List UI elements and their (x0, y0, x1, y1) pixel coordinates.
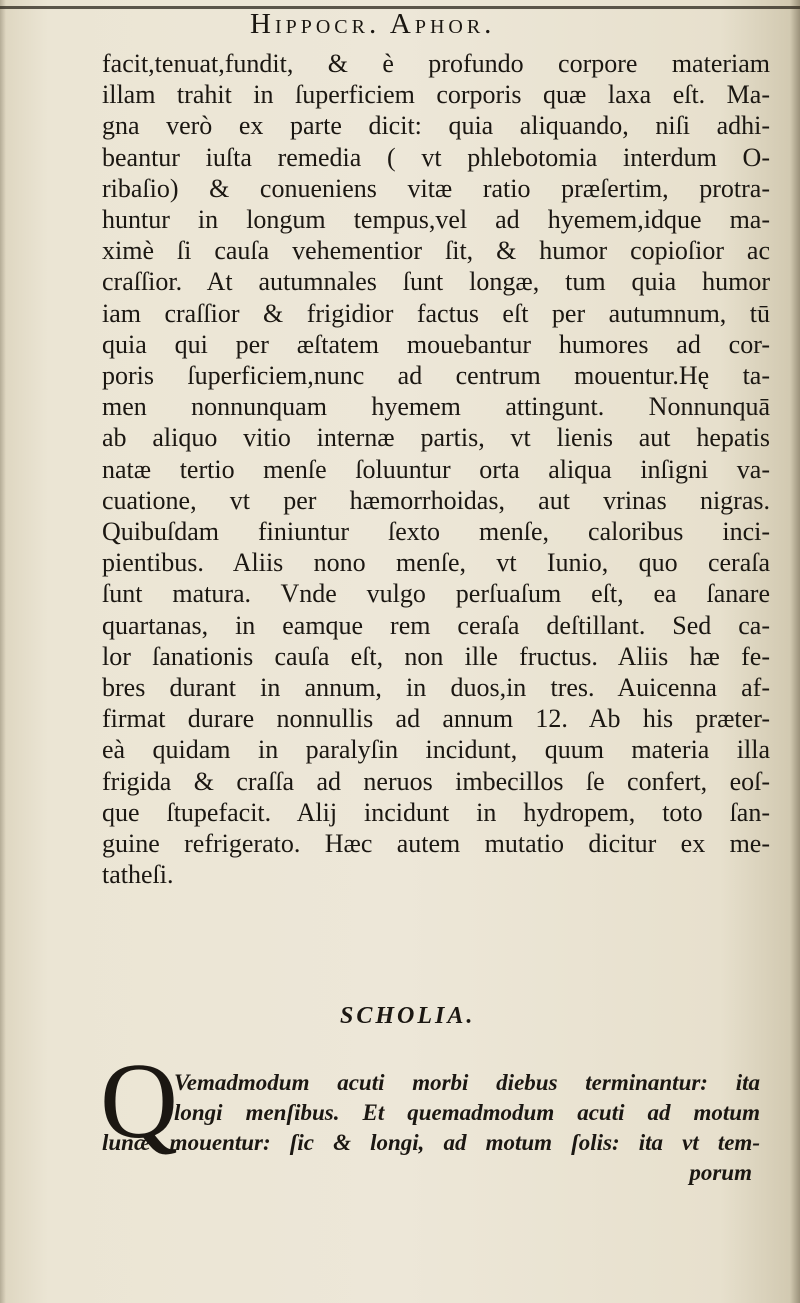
text-line: quartanas, in eamque rem ceraſa deſtillant. Sed ca- (102, 610, 770, 640)
text-line: que ſtupefacit. Alij incidunt in hydropem, toto ſan- (102, 797, 770, 827)
text-line: ab aliquo vitio internæ partis, vt lienis aut hepatis (102, 423, 770, 453)
scholia-line: lunæ mouentur: ſic & longi, ad motum ſolis: ita vt tem- (102, 1130, 760, 1155)
text-line: pientibus. Aliis nono menſe, vt Iunio, quo ceraſa (102, 548, 770, 578)
text-line: lor ſanationis cauſa eſt, non ille fructus. Aliis hæ fe- (102, 641, 770, 671)
text-line: natæ tertio menſe ſoluuntur orta aliqua inſigni va- (102, 454, 770, 484)
scholia-line: longi menſibus. Et quemadmodum acuti ad motum (174, 1100, 760, 1125)
text-line: guine refrigerato. Hæc autem mutatio dicitur ex me- (102, 829, 770, 859)
aphorism-commentary-text (102, 48, 770, 890)
scholia-text (102, 1068, 760, 1188)
text-line: ribaſio) & conueniens vitæ ratio præſertim, protra- (102, 173, 770, 203)
text-line: facit,tenuat,fundit, & è profundo corpore materiam (102, 49, 770, 78)
text-line: ſunt matura. Vnde vulgo perſuaſum eſt, ea ſanare (102, 579, 770, 609)
text-line: firmat durare nonnullis ad annum 12. Ab his præter- (102, 704, 770, 734)
text-line: illam trahit in ſuperficiem corporis quæ laxa eſt. Ma- (102, 80, 770, 110)
text-line: bres durant in annum, in duos,in tres. Auicenna af- (102, 673, 770, 703)
running-head: Hippocr. Aphor. (250, 8, 496, 40)
text-line: Quibuſdam finiuntur ſexto menſe, caloribus inci- (102, 517, 770, 547)
text-line: iam craſſior & frigidior factus eſt per autumnum, tū (102, 298, 770, 328)
catchword: porum (689, 1160, 752, 1185)
text-line: eà quidam in paralyſin incidunt, quum materia illa (102, 735, 770, 765)
text-line: beantur iuſta remedia ( vt phlebotomia interdum O- (102, 142, 770, 172)
page-edge-shadow (790, 0, 800, 1303)
text-line: poris ſuperficiem,nunc ad centrum mouentur.Hę ta- (102, 361, 770, 391)
text-line: huntur in longum tempus,vel ad hyemem,idque ma- (102, 205, 770, 235)
text-line: quia qui per æſtatem mouebantur humores ad cor- (102, 329, 770, 359)
page-gutter-shadow (0, 0, 6, 1303)
text-line: tatheſi. (102, 860, 174, 890)
text-line: craſſior. At autumnales ſunt longæ, tum quia humor (102, 267, 770, 297)
text-line: cuatione, vt per hæmorrhoidas, aut vrinas nigras. (102, 485, 770, 515)
text-line: frigida & craſſa ad neruos imbecillos ſe confert, eoſ- (102, 766, 770, 796)
text-line: gna verò ex parte dicit: quia aliquando, niſi adhi- (102, 111, 770, 141)
scholia-heading: SCHOLIA. (340, 1003, 476, 1029)
text-line: ximè ſi cauſa vehementior ſit, & humor copioſior ac (102, 236, 770, 266)
drop-cap-initial: Q (100, 1042, 178, 1161)
scholia-line: Vemadmodum acuti morbi diebus terminantur: ita (174, 1070, 760, 1095)
text-line: men nonnunquam hyemem attingunt. Nonnunquā (102, 392, 770, 422)
